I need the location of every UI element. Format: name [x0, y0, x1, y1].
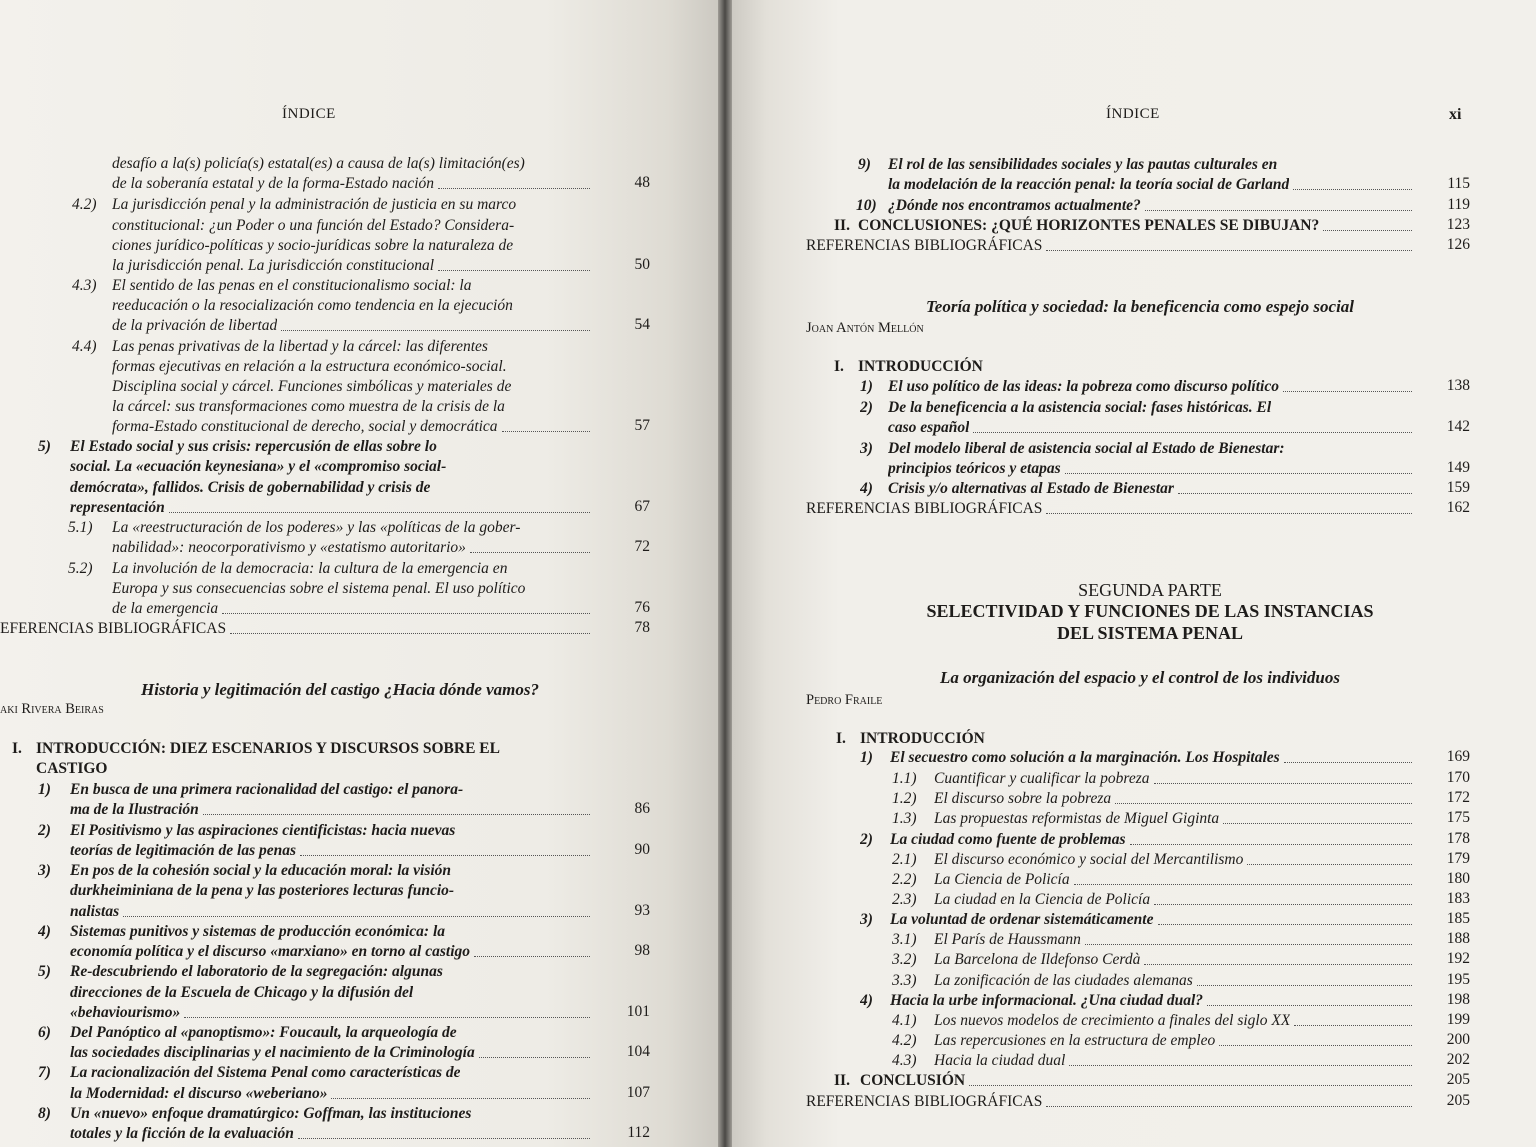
entry-text: CONCLUSIÓN: [860, 1072, 966, 1089]
entry-text: El secuestro como solución a la marginación. Los Hospitales: [890, 749, 1280, 766]
page-number: 149: [1446, 459, 1470, 476]
page-number: 107: [626, 1084, 650, 1101]
entry-number: I.: [12, 740, 22, 757]
entry-text: La Barcelona de Ildefonso Cerdà: [934, 951, 1141, 968]
dot-leader: [1154, 769, 1412, 789]
entry-text: La zonificación de las ciudades alemanas: [934, 972, 1193, 989]
dot-leader: [1144, 950, 1412, 970]
entry-text: social. La «ecuación keynesiana» y el «compromiso social-: [70, 458, 447, 475]
entry-text: El discurso económico y social del Mercantilismo: [934, 851, 1244, 868]
entry-number: 7): [38, 1064, 51, 1081]
entry-number: 1): [860, 749, 873, 766]
page-number: 90: [634, 841, 650, 858]
page-number: 112: [627, 1124, 650, 1141]
part-heading: SEGUNDA PARTE: [1078, 580, 1222, 600]
entry-text: Los nuevos modelos de crecimiento a finales del siglo XX: [934, 1012, 1291, 1029]
dot-leader: [1223, 809, 1412, 829]
entry-text: la cárcel: sus transformaciones como muestra de la crisis de la: [112, 398, 505, 415]
dot-leader: [1130, 830, 1413, 850]
page-number: 198: [1446, 991, 1470, 1008]
entry-text: la jurisdicción penal. La jurisdicción constitucional: [112, 257, 435, 274]
entry-text: ma de la Ilustración: [70, 801, 199, 818]
entry-number: 3): [38, 862, 51, 879]
entry-text: Del modelo liberal de asistencia social al Estado de Bienestar:: [888, 440, 1285, 457]
entry-text: las sociedades disciplinarias y el nacimiento de la Criminología: [70, 1044, 475, 1061]
entry-text: principios teóricos y etapas: [888, 460, 1061, 477]
entry-text: de la privación de libertad: [112, 317, 278, 334]
entry-number: 1.2): [892, 790, 917, 807]
entry-text: El Estado social y sus crisis: repercusión de ellas sobre lo: [70, 438, 437, 455]
entry-number: 1.1): [892, 770, 917, 787]
entry-text: forma-Estado constitucional de derecho, social y democrática: [112, 418, 498, 435]
entry-number: I.: [836, 730, 846, 747]
page-number: 57: [634, 417, 650, 434]
entry-number: 8): [38, 1105, 51, 1122]
dot-leader: [1065, 459, 1412, 479]
entry-text: La ciudad en la Ciencia de Policía: [934, 891, 1151, 908]
entry-text: El rol de las sensibilidades sociales y las pautas culturales en: [888, 156, 1278, 173]
page-number: 93: [634, 902, 650, 919]
part-heading: SELECTIVIDAD Y FUNCIONES DE LAS INSTANCIAS: [926, 601, 1374, 621]
entry-number: 6): [38, 1024, 51, 1041]
dot-leader: [203, 800, 590, 820]
entry-number: 4): [38, 923, 51, 940]
entry-text: REFERENCIAS BIBLIOGRÁFICAS: [806, 500, 1043, 517]
page-number: 86: [634, 800, 650, 817]
entry-number: 2.1): [892, 851, 917, 868]
entry-number: 4.1): [892, 1012, 917, 1029]
dot-leader: [1158, 910, 1413, 930]
entry-number: 9): [858, 156, 871, 173]
entry-text: nabilidad»: neocorporativismo y «estatismo autoritario»: [112, 539, 466, 556]
page-number: 54: [634, 316, 650, 333]
entry-number: 4.2): [892, 1032, 917, 1049]
entry-text: constitucional: ¿un Poder o una función del Estado? Considera-: [112, 217, 515, 234]
entry-number: 4.3): [72, 277, 97, 294]
entry-number: 2): [860, 831, 873, 848]
dot-leader: [1145, 196, 1412, 216]
entry-text: El Positivismo y las aspiraciones cientificistas: hacia nuevas: [70, 822, 456, 839]
entry-text: El sentido de las penas en el constitucionalismo social: la: [112, 277, 472, 294]
page-number: 205: [1446, 1092, 1470, 1109]
entry-text: INTRODUCCIÓN: [858, 358, 983, 375]
dot-leader: [1046, 1092, 1412, 1112]
entry-number: 3.1): [892, 931, 917, 948]
page-number: 115: [1447, 175, 1470, 192]
entry-text: demócrata», fallidos. Crisis de gobernabilidad y crisis de: [70, 479, 431, 496]
entry-number: 3): [860, 440, 873, 457]
entry-text: Del Panóptico al «panoptismo»: Foucault, la arqueología de: [70, 1024, 457, 1041]
page-folio: xi: [1449, 106, 1462, 123]
page-number: 199: [1446, 1011, 1470, 1028]
entry-text: reeducación o la resocialización como tendencia en la ejecución: [112, 297, 513, 314]
page-number: 48: [634, 174, 650, 191]
dot-leader: [1154, 890, 1412, 910]
dot-leader: [438, 174, 590, 194]
entry-text: direcciones de la Escuela de Chicago y la difusión del: [70, 984, 414, 1001]
entry-text: En busca de una primera racionalidad del castigo: el panora-: [70, 781, 464, 798]
page-number: 195: [1446, 971, 1470, 988]
page-number: 170: [1446, 769, 1470, 786]
dot-leader: [1046, 236, 1412, 256]
dot-leader: [1284, 748, 1412, 768]
page-number: 179: [1446, 850, 1470, 867]
entry-text: caso español: [888, 419, 970, 436]
dot-leader: [479, 1043, 590, 1063]
dot-leader: [1197, 971, 1412, 991]
page-number: 101: [626, 1003, 650, 1020]
entry-text: CONCLUSIONES: ¿QUÉ HORIZONTES PENALES SE DIBUJAN?: [858, 217, 1320, 234]
entry-text: El discurso sobre la pobreza: [934, 790, 1112, 807]
entry-text: El París de Haussmann: [934, 931, 1081, 948]
left-page: [0, 0, 726, 1147]
entry-text: La ciudad como fuente de problemas: [890, 831, 1126, 848]
dot-leader: [1085, 930, 1412, 950]
entry-text: REFERENCIAS BIBLIOGRÁFICAS: [806, 1093, 1043, 1110]
entry-text: teorías de legitimación de las penas: [70, 842, 297, 859]
entry-text: REFERENCIAS BIBLIOGRÁFICAS: [806, 237, 1043, 254]
entry-text: la Modernidad: el discurso «weberiano»: [70, 1085, 328, 1102]
chapter-title: Historia y legitimación del castigo ¿Hacia dónde vamos?: [140, 680, 540, 699]
entry-number: 3.2): [892, 951, 917, 968]
dot-leader: [438, 256, 590, 276]
page-number: 202: [1446, 1051, 1470, 1068]
entry-number: 1.3): [892, 810, 917, 827]
page-number: 119: [1447, 196, 1470, 213]
chapter-author: aki Rivera Beiras: [0, 701, 104, 717]
entry-text: la modelación de la reacción penal: la teoría social de Garland: [888, 176, 1290, 193]
page-number: 123: [1446, 216, 1470, 233]
entry-text: «behaviourismo»: [70, 1004, 181, 1021]
entry-text: La voluntad de ordenar sistemáticamente: [890, 911, 1154, 928]
entry-number: 4.4): [72, 338, 97, 355]
chapter-author: Pedro Fraile: [806, 692, 883, 708]
page-number: 76: [634, 599, 650, 616]
dot-leader: [300, 841, 590, 861]
entry-text: Re-descubriendo el laboratorio de la segregación: algunas: [70, 963, 443, 980]
page-number: 142: [1446, 418, 1470, 435]
entry-text: de la soberanía estatal y de la forma-Estado nación: [112, 175, 435, 192]
page-number: 159: [1446, 479, 1470, 496]
dot-leader: [1219, 1031, 1412, 1051]
entry-number: 1): [860, 378, 873, 395]
dot-leader: [1074, 870, 1412, 890]
entry-text: Las penas privativas de la libertad y la cárcel: las diferentes: [112, 338, 488, 355]
entry-text: INTRODUCCIÓN: DIEZ ESCENARIOS Y DISCURSOS SOBRE EL: [36, 740, 500, 757]
entry-number: 2): [38, 822, 51, 839]
entry-text: Hacia la urbe informacional. ¿Una ciudad dual?: [890, 992, 1204, 1009]
entry-text: CASTIGO: [36, 760, 108, 777]
page-number: 138: [1446, 377, 1470, 394]
dot-leader: [169, 498, 590, 518]
index-header: ÍNDICE: [1106, 106, 1160, 122]
entry-number: 2): [860, 399, 873, 416]
entry-number: 3): [860, 911, 873, 928]
entry-number: 5.2): [68, 560, 93, 577]
dot-leader: [298, 1124, 590, 1144]
entry-text: Disciplina social y cárcel. Funciones simbólicas y materiales de: [112, 378, 512, 395]
page-number: 72: [634, 538, 650, 555]
page-number: 98: [634, 942, 650, 959]
page-number: 183: [1446, 890, 1470, 907]
page-number: 175: [1446, 809, 1470, 826]
entry-number: 10): [856, 197, 877, 214]
page-number: 104: [626, 1043, 650, 1060]
entry-text: totales y la ficción de la evaluación: [70, 1125, 294, 1142]
chapter-author: Joan Antón Mellón: [806, 320, 924, 336]
dot-leader: [1069, 1051, 1412, 1071]
dot-leader: [470, 538, 590, 558]
dot-leader: [1283, 377, 1412, 397]
dot-leader: [281, 316, 590, 336]
chapter-title: La organización del espacio y el control de los individuos: [940, 668, 1340, 687]
entry-text: El uso político de las ideas: la pobreza como discurso político: [888, 378, 1279, 395]
entry-text: INTRODUCCIÓN: [860, 730, 985, 747]
dot-leader: [1115, 789, 1412, 809]
dot-leader: [1247, 850, 1412, 870]
entry-number: 4): [860, 480, 873, 497]
entry-text: Las propuestas reformistas de Miguel Giginta: [934, 810, 1220, 827]
dot-leader: [331, 1084, 590, 1104]
dot-leader: [1178, 479, 1412, 499]
entry-text: durkheiminiana de la pena y las posteriores lecturas funcio-: [70, 882, 455, 899]
entry-number: 5): [38, 438, 51, 455]
entry-number: 2.2): [892, 871, 917, 888]
page-number: 185: [1446, 910, 1470, 927]
entry-text: ¿Dónde nos encontramos actualmente?: [888, 197, 1141, 214]
dot-leader: [1294, 1011, 1412, 1031]
entry-text: de la emergencia: [112, 600, 219, 617]
page-number: 180: [1446, 870, 1470, 887]
entry-number: 4.2): [72, 196, 97, 213]
entry-text: De la beneficencia a la asistencia social: fases históricas. El: [888, 399, 1272, 416]
dot-leader: [123, 902, 590, 922]
entry-text: La Ciencia de Policía: [934, 871, 1070, 888]
page-number: 78: [634, 619, 650, 636]
dot-leader: [184, 1003, 590, 1023]
page-number: 178: [1446, 830, 1470, 847]
entry-text: La «reestructuración de los poderes» y las «políticas de la gober-: [112, 519, 521, 536]
dot-leader: [1046, 499, 1412, 519]
dot-leader: [474, 942, 590, 962]
page-number: 192: [1446, 950, 1470, 967]
entry-text: Sistemas punitivos y sistemas de producción económica: la: [70, 923, 446, 940]
page-number: 67: [634, 498, 650, 515]
page-number: 169: [1446, 748, 1470, 765]
entry-number: 5.1): [68, 519, 93, 536]
page-number: 50: [634, 256, 650, 273]
dot-leader: [1323, 216, 1412, 236]
dot-leader: [973, 418, 1412, 438]
page-number: 205: [1446, 1071, 1470, 1088]
right-page: [726, 0, 1536, 1147]
dot-leader: [1293, 175, 1412, 195]
entry-text: La racionalización del Sistema Penal como características de: [70, 1064, 461, 1081]
entry-number: 4.3): [892, 1052, 917, 1069]
entry-text: desafío a la(s) policía(s) estatal(es) a causa de la(s) limitación(es): [112, 155, 525, 172]
entry-number: 1): [38, 781, 51, 798]
entry-text: representación: [70, 499, 165, 516]
dot-leader: [222, 599, 590, 619]
dot-leader: [969, 1071, 1412, 1091]
chapter-title: Teoría política y sociedad: la beneficencia como espejo social: [925, 297, 1355, 316]
page-number: 200: [1446, 1031, 1470, 1048]
entry-number: 3.3): [892, 972, 917, 989]
entry-text: Europa y sus consecuencias sobre el sistema penal. El uso político: [112, 580, 526, 597]
entry-number: 2.3): [892, 891, 917, 908]
entry-text: Crisis y/o alternativas al Estado de Bienestar: [888, 480, 1174, 497]
part-heading: DEL SISTEMA PENAL: [1056, 623, 1244, 643]
entry-text: Un «nuevo» enfoque dramatúrgico: Goffman, las instituciones: [70, 1105, 472, 1122]
entry-number: 4): [860, 992, 873, 1009]
entry-text: La involución de la democracia: la cultura de la emergencia en: [112, 560, 508, 577]
page-number: 162: [1446, 499, 1470, 516]
entry-text: nalistas: [70, 903, 120, 920]
entry-number: 5): [38, 963, 51, 980]
entry-text: ciones jurídico-políticas y socio-jurídicas sobre la naturaleza de: [112, 237, 514, 254]
dot-leader: [230, 619, 590, 639]
entry-text: La jurisdicción penal y la administración de justicia en su marco: [112, 196, 517, 213]
dot-leader: [1207, 991, 1412, 1011]
index-header: ÍNDICE: [282, 106, 336, 122]
page-number: 188: [1446, 930, 1470, 947]
entry-text: EFERENCIAS BIBLIOGRÁFICAS: [0, 620, 227, 637]
page-number: 172: [1446, 789, 1470, 806]
entry-text: En pos de la cohesión social y la educación moral: la visión: [70, 862, 452, 879]
entry-text: Hacia la ciudad dual: [934, 1052, 1066, 1069]
entry-number: II.: [834, 217, 850, 234]
entry-text: Las repercusiones en la estructura de empleo: [934, 1032, 1216, 1049]
entry-text: formas ejecutivas en relación a la estructura económico-social.: [112, 358, 507, 375]
page-number: 126: [1446, 236, 1470, 253]
entry-number: II.: [834, 1072, 850, 1089]
entry-number: I.: [834, 358, 844, 375]
book-gutter: [718, 0, 732, 1147]
entry-text: Cuantificar y cualificar la pobreza: [934, 770, 1150, 787]
entry-text: economía política y el discurso «marxiano» en torno al castigo: [70, 943, 470, 960]
dot-leader: [502, 417, 590, 437]
